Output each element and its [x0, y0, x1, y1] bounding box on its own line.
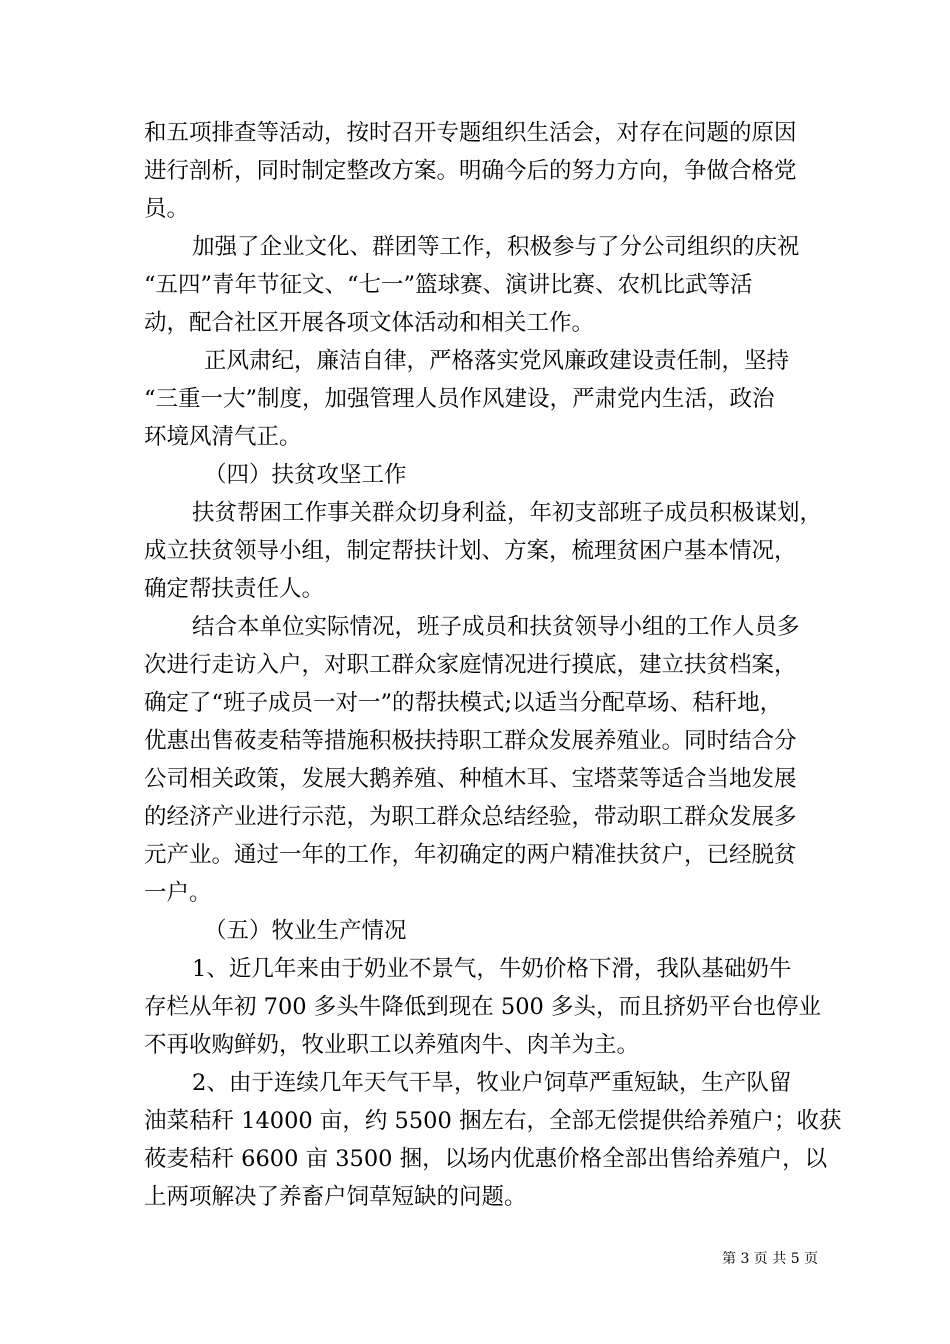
text-line: 存栏从年初 700 多头牛降低到现在 500 多头，而且挤奶平台也停业 — [144, 994, 822, 1020]
text-line: 公司相关政策，发展大鹅养殖、种植木耳、宝塔菜等适合当地发展 — [144, 766, 797, 792]
text-line: 正风肃纪，廉洁自律，严格落实党风廉政建设责任制，坚持 — [204, 348, 790, 374]
text-line: 的经济产业进行示范，为职工群众总结经验，带动职工群众发展多 — [144, 804, 797, 830]
text-line: “五四”青年节征文、“七一”篮球赛、演讲比赛、农机比武等活 — [144, 272, 753, 298]
text-line: 成立扶贫领导小组，制定帮扶计划、方案，梳理贫困户基本情况， — [144, 538, 797, 564]
text-line: 确定帮扶责任人。 — [144, 576, 325, 602]
text-line: 结合本单位实际情况，班子成员和扶贫领导小组的工作人员多 — [192, 614, 800, 640]
text-line: 确定了“班子成员一对一”的帮扶模式;以适当分配草场、秸秆地， — [144, 690, 783, 716]
text-line: “三重一大”制度，加强管理人员作风建设，严肃党内生活，政治 — [144, 386, 775, 412]
section-heading: （五）牧业生产情况 — [204, 918, 407, 944]
text-line: 不再收购鲜奶，牧业职工以养殖肉牛、肉羊为主。 — [144, 1032, 640, 1058]
text-line: 环境风清气正。 — [144, 424, 302, 450]
text-line: 2、由于连续几年天气干旱，牧业户饲草严重短缺，生产队留 — [192, 1070, 792, 1096]
text-line: 油菜秸秆 14000 亩，约 5500 捆左右，全部无偿提供给养殖户；收获 — [144, 1108, 842, 1134]
text-line: 和五项排查等活动，按时召开专题组织生活会，对存在问题的原因 — [144, 120, 797, 146]
text-line: 员。 — [144, 196, 190, 222]
text-line: 一户。 — [144, 880, 212, 906]
text-line: 次进行走访入户，对职工群众家庭情况进行摸底，建立扶贫档案， — [144, 652, 797, 678]
text-line: 扶贫帮困工作事关群众切身利益，年初支部班子成员积极谋划， — [192, 500, 823, 526]
text-line: 莜麦秸秆 6600 亩 3500 捆，以场内优惠价格全部出售给养殖户，以 — [144, 1146, 828, 1172]
text-line: 进行剖析，同时制定整改方案。明确今后的努力方向，争做合格党 — [144, 158, 797, 184]
text-line: 优惠出售莜麦秸等措施积极扶持职工群众发展养殖业。同时结合分 — [144, 728, 797, 754]
text-line: 加强了企业文化、群团等工作，积极参与了分公司组织的庆祝 — [192, 234, 800, 260]
section-heading: （四）扶贫攻坚工作 — [204, 462, 407, 488]
text-line: 上两项解决了养畜户饲草短缺的问题。 — [144, 1184, 527, 1210]
text-line: 动，配合社区开展各项文体活动和相关工作。 — [144, 310, 595, 336]
text-line: 元产业。通过一年的工作，年初确定的两户精准扶贫户，已经脱贫 — [144, 842, 797, 868]
page-number: 第 3 页 共 5 页 — [722, 1251, 819, 1267]
text-line: 1、近几年来由于奶业不景气，牛奶价格下滑，我队基础奶牛 — [192, 956, 792, 982]
